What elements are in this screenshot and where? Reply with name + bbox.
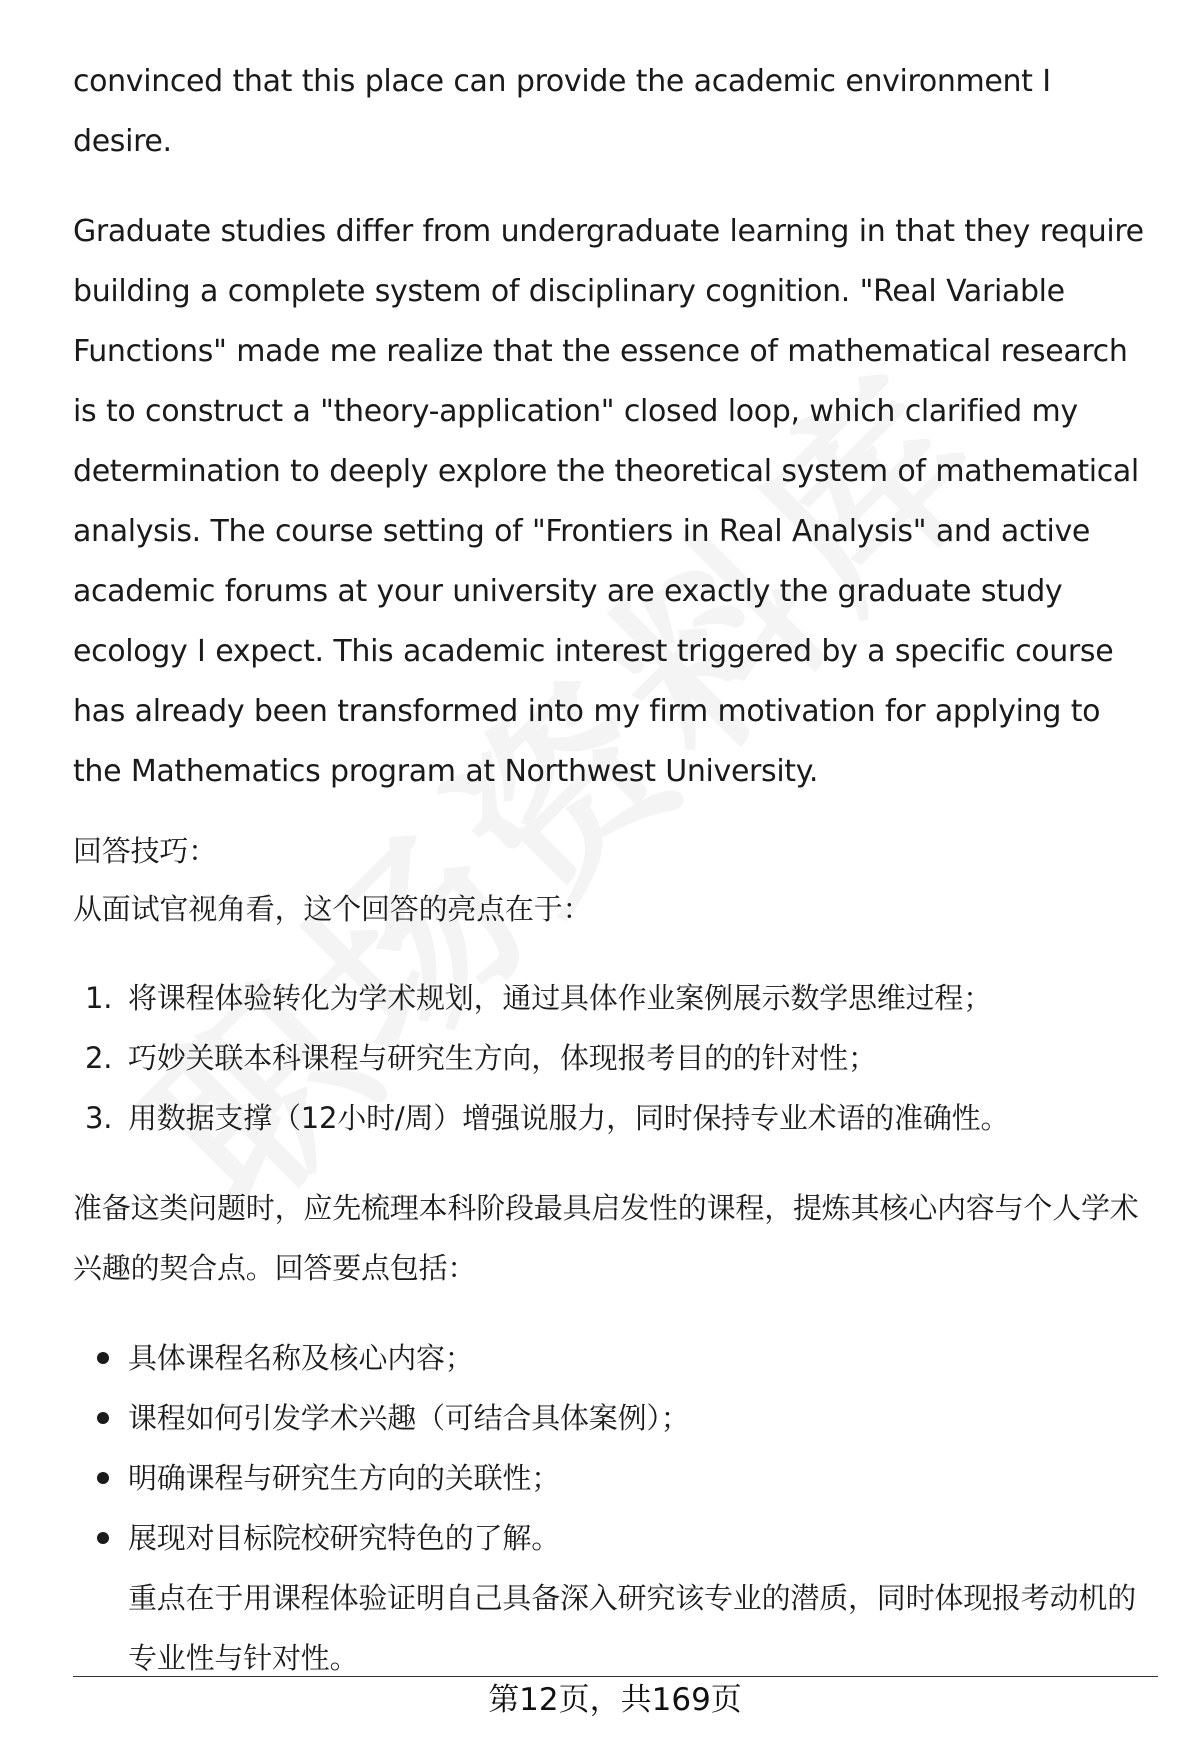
- list-item: [73, 1028, 1153, 1088]
- list-item-text: 课程如何引发学术兴趣（可结合具体案例）；: [128, 1401, 690, 1435]
- list-item: [73, 1088, 1153, 1148]
- list-item-text: 用数据支撑（12小时/周）增强说服力，同时保持专业术语的准确性。: [128, 1101, 1010, 1135]
- list-item: [73, 1328, 1153, 1388]
- list-item: [73, 1508, 1153, 1568]
- preparation-paragraph: 准备这类问题时，应先梳理本科阶段最具启发性的课程，提炼其核心内容与个人学术兴趣的契合点。回答要点包括：: [73, 1191, 1139, 1285]
- list-item-text: 具体课程名称及核心内容；: [128, 1341, 474, 1375]
- list-item: [73, 1448, 1153, 1508]
- bullet-icon: [97, 1352, 109, 1364]
- tips-heading: 回答技巧：: [73, 834, 218, 868]
- body-paragraph-1: convinced that this place can provide the academic environment I desire.: [73, 64, 1051, 159]
- list-item-text: 明确课程与研究生方向的关联性；: [128, 1461, 561, 1495]
- page-content: [73, 52, 1153, 1688]
- list-item-text: 巧妙关联本科课程与研究生方向，体现报考目的的针对性；: [128, 1041, 877, 1075]
- list-number: 1.: [85, 981, 113, 1015]
- key-points-list: [73, 1328, 1153, 1568]
- summary-paragraph: 重点在于用课程体验证明自己具备深入研究该专业的潜质，同时体现报考动机的专业性与针对性。: [128, 1581, 1137, 1675]
- tips-intro: 从面试官视角看，这个回答的亮点在于：: [73, 892, 592, 926]
- list-item-text: 将课程体验转化为学术规划，通过具体作业案例展示数学思维过程；: [128, 981, 993, 1015]
- bullet-icon: [97, 1472, 109, 1484]
- list-item: [73, 968, 1153, 1028]
- bullet-icon: [97, 1412, 109, 1424]
- list-item-text: 展现对目标院校研究特色的了解。: [128, 1521, 561, 1555]
- highlights-list: [73, 968, 1153, 1148]
- list-number: 2.: [85, 1041, 113, 1075]
- body-paragraph-2: Graduate studies differ from undergraduate learning in that they require building a complete system of disciplinary cognition. "Real Variable Functions" made me realize that the essence of mathematical research is to construct a "theory-application" closed loop, which clarified my determination to deeply explore the theoretical system of mathematical analysis. The course setting of "Frontiers in Real Analysis" and active academic forums at your university are exactly the graduate study ecology I expect. This academic interest triggered by a specific course has already been transformed into my firm motivation for applying to the Mathematics program at Northwest University.: [73, 214, 1144, 789]
- list-item: [73, 1388, 1153, 1448]
- page-indicator: 第12页，共169页: [488, 1682, 742, 1718]
- footer-divider: [73, 1676, 1158, 1677]
- bullet-icon: [97, 1532, 109, 1544]
- list-number: 3.: [85, 1101, 113, 1135]
